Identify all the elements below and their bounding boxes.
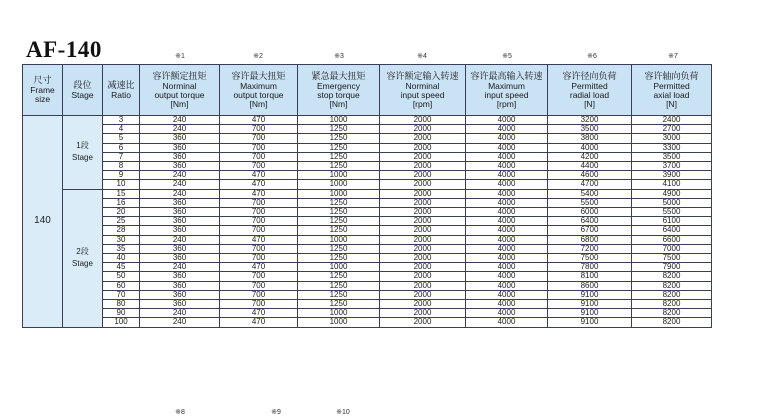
ratio-cell: 15 (103, 189, 140, 198)
table-row (23, 300, 712, 309)
max-torque-cell: 700 (220, 281, 298, 290)
axial-load-cell: 2700 (632, 125, 712, 134)
ratio-cell: 100 (103, 318, 140, 327)
nominal-torque-cell: 360 (140, 162, 220, 171)
ratio-cell: 50 (103, 272, 140, 281)
emergency-torque-cell: 1000 (298, 180, 380, 189)
max-speed-cell: 4000 (466, 300, 548, 309)
ratio-cell: 28 (103, 226, 140, 235)
radial-load-cell: 4700 (548, 180, 632, 189)
ratio-cell: 70 (103, 290, 140, 299)
radial-load-cell: 4200 (548, 152, 632, 161)
axial-load-cell: 8200 (632, 272, 712, 281)
emergency-torque-cell: 1250 (298, 290, 380, 299)
radial-load-cell: 7500 (548, 254, 632, 263)
radial-load-cell: 9100 (548, 318, 632, 327)
nominal-torque-cell: 360 (140, 272, 220, 281)
nominal-speed-cell: 2000 (380, 189, 466, 198)
table-row (23, 198, 712, 207)
nominal-speed-cell: 2000 (380, 290, 466, 299)
nominal-speed-cell: 2000 (380, 244, 466, 253)
ratio-cell: 3 (103, 116, 140, 125)
nominal-torque-cell: 360 (140, 226, 220, 235)
table-row (23, 143, 712, 152)
emergency-torque-cell: 1000 (298, 318, 380, 327)
max-torque-cell: 700 (220, 300, 298, 309)
max-torque-cell: 470 (220, 180, 298, 189)
nominal-speed-cell: 2000 (380, 272, 466, 281)
radial-load-cell: 9100 (548, 290, 632, 299)
ratio-cell: 30 (103, 235, 140, 244)
footnote-mark: ※9 (271, 409, 281, 416)
table-row (23, 208, 712, 217)
ratio-cell: 7 (103, 152, 140, 161)
max-speed-cell: 4000 (466, 162, 548, 171)
axial-load-cell: 6600 (632, 235, 712, 244)
nominal-torque-cell: 240 (140, 309, 220, 318)
axial-load-cell: 8200 (632, 318, 712, 327)
nominal-torque-cell: 360 (140, 152, 220, 161)
table-row (23, 226, 712, 235)
ratio-cell: 16 (103, 198, 140, 207)
axial-load-cell: 8200 (632, 309, 712, 318)
max-speed-cell: 4000 (466, 235, 548, 244)
nominal-torque-cell: 360 (140, 198, 220, 207)
nominal-torque-cell: 360 (140, 300, 220, 309)
max-torque-cell: 700 (220, 254, 298, 263)
footnote-mark: ※10 (336, 409, 350, 416)
table-row (23, 171, 712, 180)
header-nominal-input-speed: 容许额定输入转速 Norminal input speed [rpm] (380, 65, 466, 116)
max-torque-cell: 700 (220, 198, 298, 207)
header-axial-load: 容许轴向负荷 Permitted axial load [N] (632, 65, 712, 116)
ratio-cell: 40 (103, 254, 140, 263)
radial-load-cell: 7200 (548, 244, 632, 253)
emergency-torque-cell: 1250 (298, 226, 380, 235)
footnote-mark: ※8 (175, 409, 185, 416)
axial-load-cell: 5500 (632, 208, 712, 217)
ratio-cell: 5 (103, 134, 140, 143)
axial-load-cell: 7500 (632, 254, 712, 263)
emergency-torque-cell: 1250 (298, 272, 380, 281)
max-torque-cell: 700 (220, 143, 298, 152)
axial-load-cell: 5000 (632, 198, 712, 207)
max-speed-cell: 4000 (466, 318, 548, 327)
emergency-torque-cell: 1000 (298, 263, 380, 272)
radial-load-cell: 7800 (548, 263, 632, 272)
max-torque-cell: 470 (220, 235, 298, 244)
emergency-torque-cell: 1250 (298, 143, 380, 152)
header-row (23, 65, 712, 116)
radial-load-cell: 5400 (548, 189, 632, 198)
header-ratio: 减速比 Ratio (103, 65, 140, 116)
table-row (23, 180, 712, 189)
max-torque-cell: 700 (220, 272, 298, 281)
nominal-torque-cell: 240 (140, 318, 220, 327)
max-speed-cell: 4000 (466, 116, 548, 125)
nominal-torque-cell: 360 (140, 208, 220, 217)
max-speed-cell: 4000 (466, 180, 548, 189)
axial-load-cell: 3700 (632, 162, 712, 171)
axial-load-cell: 6400 (632, 226, 712, 235)
header-frame-size: 尺寸 Frame size (23, 65, 63, 116)
max-speed-cell: 4000 (466, 254, 548, 263)
max-speed-cell: 4000 (466, 217, 548, 226)
emergency-torque-cell: 1250 (298, 162, 380, 171)
table-row (23, 116, 712, 125)
nominal-torque-cell: 240 (140, 125, 220, 134)
table-row (23, 281, 712, 290)
radial-load-cell: 4000 (548, 143, 632, 152)
ratio-cell: 20 (103, 208, 140, 217)
nominal-speed-cell: 2000 (380, 116, 466, 125)
ratio-cell: 6 (103, 143, 140, 152)
emergency-torque-cell: 1000 (298, 309, 380, 318)
table-row (23, 152, 712, 161)
header-nominal-output-torque: 容许额定扭矩 Norminal output torque [Nm] (140, 65, 220, 116)
max-speed-cell: 4000 (466, 152, 548, 161)
footnote-mark: ※7 (668, 53, 678, 60)
page-title: AF-140 (26, 37, 102, 62)
nominal-torque-cell: 240 (140, 180, 220, 189)
ratio-cell: 10 (103, 180, 140, 189)
max-torque-cell: 700 (220, 125, 298, 134)
max-torque-cell: 700 (220, 208, 298, 217)
max-torque-cell: 700 (220, 152, 298, 161)
table-row (23, 272, 712, 281)
nominal-speed-cell: 2000 (380, 226, 466, 235)
axial-load-cell: 4100 (632, 180, 712, 189)
table-row (23, 235, 712, 244)
nominal-speed-cell: 2000 (380, 125, 466, 134)
radial-load-cell: 8600 (548, 281, 632, 290)
nominal-speed-cell: 2000 (380, 254, 466, 263)
max-speed-cell: 4000 (466, 244, 548, 253)
axial-load-cell: 4900 (632, 189, 712, 198)
nominal-torque-cell: 360 (140, 217, 220, 226)
max-speed-cell: 4000 (466, 125, 548, 134)
nominal-torque-cell: 240 (140, 116, 220, 125)
footnote-mark: ※3 (334, 53, 344, 60)
nominal-torque-cell: 240 (140, 189, 220, 198)
max-speed-cell: 4000 (466, 171, 548, 180)
nominal-torque-cell: 360 (140, 244, 220, 253)
footnote-mark: ※2 (253, 53, 263, 60)
nominal-torque-cell: 360 (140, 290, 220, 299)
ratio-cell: 25 (103, 217, 140, 226)
max-speed-cell: 4000 (466, 309, 548, 318)
nominal-speed-cell: 2000 (380, 134, 466, 143)
radial-load-cell: 6700 (548, 226, 632, 235)
axial-load-cell: 2400 (632, 116, 712, 125)
max-speed-cell: 4000 (466, 134, 548, 143)
table-row (23, 318, 712, 327)
ratio-cell: 8 (103, 162, 140, 171)
table-row (23, 290, 712, 299)
table-row (23, 125, 712, 134)
footnote-mark: ※6 (587, 53, 597, 60)
radial-load-cell: 6400 (548, 217, 632, 226)
nominal-torque-cell: 360 (140, 281, 220, 290)
stage-2-cell: 2段 Stage (63, 189, 103, 327)
emergency-torque-cell: 1000 (298, 116, 380, 125)
max-speed-cell: 4000 (466, 189, 548, 198)
table-row (23, 134, 712, 143)
emergency-torque-cell: 1250 (298, 244, 380, 253)
footnote-mark: ※1 (175, 53, 185, 60)
max-torque-cell: 700 (220, 244, 298, 253)
nominal-torque-cell: 240 (140, 263, 220, 272)
max-speed-cell: 4000 (466, 198, 548, 207)
max-speed-cell: 4000 (466, 143, 548, 152)
radial-load-cell: 6000 (548, 208, 632, 217)
nominal-torque-cell: 240 (140, 171, 220, 180)
table-row (23, 189, 712, 198)
ratio-cell: 9 (103, 171, 140, 180)
nominal-speed-cell: 2000 (380, 318, 466, 327)
axial-load-cell: 7000 (632, 244, 712, 253)
max-torque-cell: 470 (220, 116, 298, 125)
nominal-torque-cell: 240 (140, 235, 220, 244)
header-maximum-output-torque: 容许最大扭矩 Maximum output torque [Nm] (220, 65, 298, 116)
radial-load-cell: 5500 (548, 198, 632, 207)
nominal-speed-cell: 2000 (380, 235, 466, 244)
radial-load-cell: 9100 (548, 300, 632, 309)
max-torque-cell: 470 (220, 309, 298, 318)
header-maximum-input-speed: 容许最高输入转速 Maximum input speed [rpm] (466, 65, 548, 116)
nominal-speed-cell: 2000 (380, 162, 466, 171)
ratio-cell: 35 (103, 244, 140, 253)
max-speed-cell: 4000 (466, 281, 548, 290)
radial-load-cell: 3500 (548, 125, 632, 134)
emergency-torque-cell: 1250 (298, 198, 380, 207)
axial-load-cell: 3000 (632, 134, 712, 143)
max-torque-cell: 700 (220, 226, 298, 235)
nominal-speed-cell: 2000 (380, 281, 466, 290)
emergency-torque-cell: 1250 (298, 217, 380, 226)
radial-load-cell: 9100 (548, 309, 632, 318)
nominal-speed-cell: 2000 (380, 171, 466, 180)
table-row (23, 217, 712, 226)
axial-load-cell: 8200 (632, 281, 712, 290)
radial-load-cell: 4400 (548, 162, 632, 171)
nominal-speed-cell: 2000 (380, 263, 466, 272)
axial-load-cell: 6100 (632, 217, 712, 226)
header-emergency-stop-torque: 紧急最大扭矩 Emergency stop torque [Nm] (298, 65, 380, 116)
radial-load-cell: 3800 (548, 134, 632, 143)
nominal-torque-cell: 360 (140, 254, 220, 263)
nominal-speed-cell: 2000 (380, 217, 466, 226)
axial-load-cell: 3300 (632, 143, 712, 152)
table-row (23, 263, 712, 272)
table-row (23, 162, 712, 171)
nominal-speed-cell: 2000 (380, 208, 466, 217)
header-radial-load: 容许径向负荷 Permitted radial load [N] (548, 65, 632, 116)
max-speed-cell: 4000 (466, 290, 548, 299)
axial-load-cell: 3500 (632, 152, 712, 161)
max-torque-cell: 700 (220, 290, 298, 299)
emergency-torque-cell: 1250 (298, 208, 380, 217)
radial-load-cell: 8100 (548, 272, 632, 281)
emergency-torque-cell: 1250 (298, 152, 380, 161)
spec-table (22, 64, 712, 328)
nominal-torque-cell: 360 (140, 143, 220, 152)
frame-size-cell: 140 (23, 116, 63, 328)
max-speed-cell: 4000 (466, 226, 548, 235)
radial-load-cell: 6800 (548, 235, 632, 244)
nominal-speed-cell: 2000 (380, 152, 466, 161)
ratio-cell: 80 (103, 300, 140, 309)
ratio-cell: 4 (103, 125, 140, 134)
emergency-torque-cell: 1250 (298, 134, 380, 143)
footnote-mark: ※5 (502, 53, 512, 60)
emergency-torque-cell: 1250 (298, 300, 380, 309)
table-row (23, 254, 712, 263)
emergency-torque-cell: 1000 (298, 189, 380, 198)
max-speed-cell: 4000 (466, 272, 548, 281)
max-torque-cell: 470 (220, 263, 298, 272)
nominal-speed-cell: 2000 (380, 198, 466, 207)
nominal-speed-cell: 2000 (380, 143, 466, 152)
header-stage: 段位 Stage (63, 65, 103, 116)
max-speed-cell: 4000 (466, 263, 548, 272)
max-torque-cell: 700 (220, 217, 298, 226)
max-speed-cell: 4000 (466, 208, 548, 217)
axial-load-cell: 8200 (632, 290, 712, 299)
radial-load-cell: 4600 (548, 171, 632, 180)
ratio-cell: 90 (103, 309, 140, 318)
axial-load-cell: 8200 (632, 300, 712, 309)
axial-load-cell: 3900 (632, 171, 712, 180)
ratio-cell: 45 (103, 263, 140, 272)
max-torque-cell: 700 (220, 162, 298, 171)
max-torque-cell: 470 (220, 189, 298, 198)
emergency-torque-cell: 1000 (298, 171, 380, 180)
table-row (23, 244, 712, 253)
max-torque-cell: 700 (220, 134, 298, 143)
max-torque-cell: 470 (220, 171, 298, 180)
emergency-torque-cell: 1000 (298, 235, 380, 244)
axial-load-cell: 7900 (632, 263, 712, 272)
nominal-torque-cell: 360 (140, 134, 220, 143)
emergency-torque-cell: 1250 (298, 254, 380, 263)
footnote-mark: ※4 (417, 53, 427, 60)
nominal-speed-cell: 2000 (380, 309, 466, 318)
max-torque-cell: 470 (220, 318, 298, 327)
ratio-cell: 60 (103, 281, 140, 290)
nominal-speed-cell: 2000 (380, 300, 466, 309)
stage-1-cell: 1段 Stage (63, 116, 103, 190)
emergency-torque-cell: 1250 (298, 281, 380, 290)
nominal-speed-cell: 2000 (380, 180, 466, 189)
radial-load-cell: 3200 (548, 116, 632, 125)
emergency-torque-cell: 1250 (298, 125, 380, 134)
